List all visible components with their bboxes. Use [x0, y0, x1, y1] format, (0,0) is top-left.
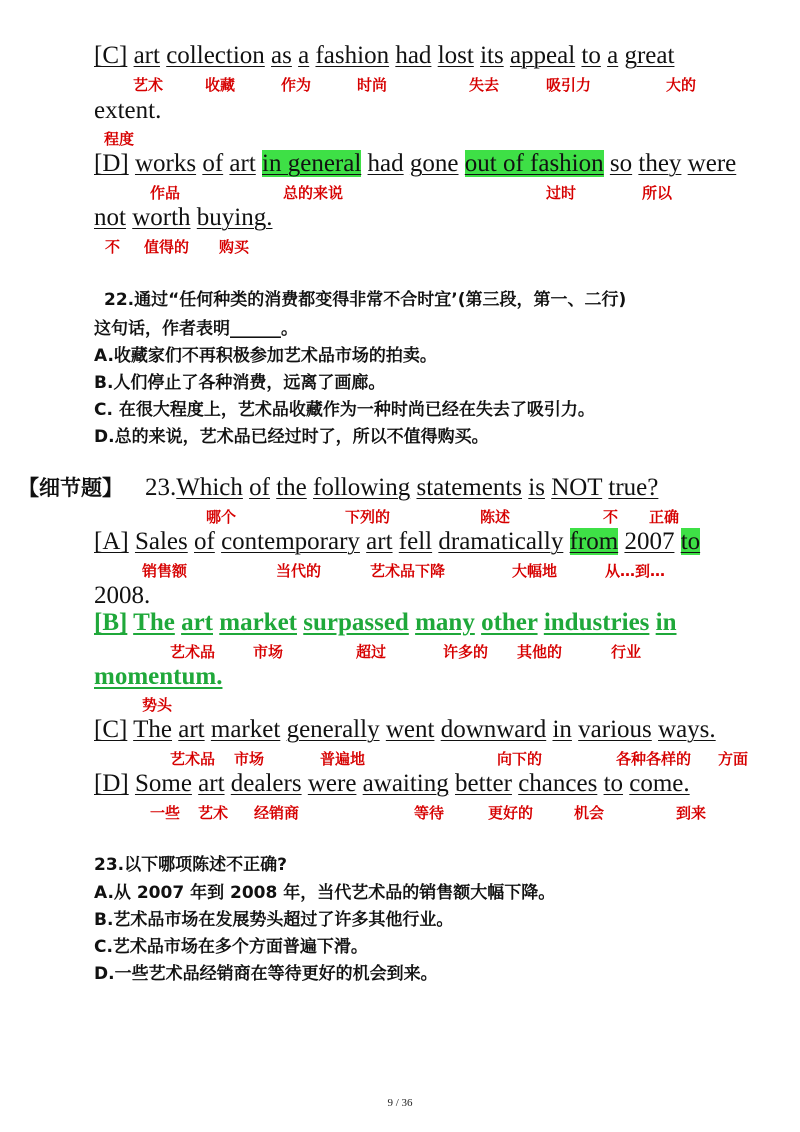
- gloss: 不: [603, 508, 619, 526]
- q23-cn-option-d: D.一些艺术品经销商在等待更好的机会到来。: [94, 964, 438, 984]
- word: downward: [440, 716, 547, 743]
- word: Which: [176, 474, 243, 501]
- gloss: 艺术品: [170, 643, 216, 661]
- word: [D]: [94, 770, 129, 797]
- gloss: 艺术: [198, 804, 229, 822]
- q21-option-d-line1: [94, 149, 736, 179]
- word: art: [181, 609, 213, 636]
- q23-option-b-line1: [94, 608, 677, 638]
- word: in: [655, 609, 677, 636]
- gloss: 哪个: [206, 508, 237, 526]
- word: generally: [286, 716, 380, 743]
- section-label: 【细节题】: [18, 476, 123, 500]
- word: market: [219, 609, 297, 636]
- gloss: 普遍地: [320, 750, 366, 768]
- word: [C]: [94, 42, 128, 69]
- page-number: 9 / 36: [387, 1097, 413, 1109]
- word: various: [578, 716, 652, 743]
- word: collection: [166, 42, 265, 69]
- q23-cn-option-b: B.艺术品市场在发展势头超过了许多其他行业。: [94, 910, 454, 930]
- gloss: 时尚: [357, 76, 388, 94]
- word: its: [480, 42, 504, 69]
- word: so: [609, 150, 633, 177]
- gloss: 陈述: [480, 508, 511, 526]
- q23-cn-option-a: A.从 2007 年到 2008 年，当代艺术品的销售额大幅下降。: [94, 883, 556, 903]
- gloss: 各种各样的: [616, 750, 692, 768]
- word: a: [298, 42, 310, 69]
- gloss: 正确: [649, 508, 680, 526]
- gloss: 市场: [253, 643, 284, 661]
- gloss: 总的来说: [283, 184, 344, 202]
- word: 2007: [624, 528, 675, 555]
- word: of: [202, 150, 224, 177]
- q22-stem-line2: 这句话，作者表明______。: [94, 319, 298, 339]
- word: art: [198, 770, 225, 797]
- gloss: 值得的: [144, 238, 190, 256]
- gloss: 行业: [611, 643, 642, 661]
- word: statements: [416, 474, 523, 501]
- word: the: [276, 474, 307, 501]
- word: chances: [518, 770, 598, 797]
- word: fell: [398, 528, 433, 555]
- word: 2008.: [94, 582, 151, 609]
- word: of: [194, 528, 215, 555]
- gloss: 大的: [666, 76, 697, 94]
- word: The: [133, 716, 173, 743]
- gloss: 到来: [676, 804, 707, 822]
- word: dramatically: [438, 528, 564, 555]
- gloss: 失去: [469, 76, 500, 94]
- word: appeal: [509, 42, 576, 69]
- word: [C]: [94, 716, 128, 743]
- word: The: [133, 609, 175, 636]
- gloss: 所以: [642, 184, 673, 202]
- word: to: [581, 42, 601, 69]
- q21-option-d-line2: [94, 203, 272, 233]
- word: dealers: [230, 770, 302, 797]
- word: not: [94, 204, 126, 231]
- q21-option-c-line1: [94, 41, 674, 71]
- gloss: 一些: [150, 804, 181, 822]
- q23-option-c-line1: [94, 715, 716, 745]
- question-number: 23.: [145, 474, 177, 501]
- gloss: 向下的: [497, 750, 543, 768]
- word: following: [313, 474, 411, 501]
- word: better: [455, 770, 512, 797]
- word: contemporary: [221, 528, 360, 555]
- word: went: [385, 716, 435, 743]
- word: were: [687, 150, 737, 177]
- word: awaiting: [362, 770, 449, 797]
- word: many: [415, 609, 475, 636]
- word: lost: [437, 42, 474, 69]
- word: in: [552, 716, 572, 743]
- q23-option-a-line1: [94, 527, 700, 557]
- word: to: [603, 770, 624, 797]
- gloss: 市场: [234, 750, 265, 768]
- word: they: [638, 150, 682, 177]
- word: other: [481, 609, 538, 636]
- q22-option-c: C. 在很大程度上，艺术品收藏作为一种时尚已经在失去了吸引力。: [94, 400, 595, 420]
- q23-cn-stem: 23.以下哪项陈述不正确?: [94, 855, 287, 875]
- q22-option-a: A.收藏家们不再积极参加艺术品市场的拍卖。: [94, 346, 437, 366]
- gloss: 程度: [104, 130, 135, 148]
- q22-option-d: D.总的来说，艺术品已经过时了，所以不值得购买。: [94, 427, 489, 447]
- word: fashion: [315, 42, 390, 69]
- word: market: [210, 716, 281, 743]
- gloss: 收藏: [205, 76, 236, 94]
- gloss: 等待: [414, 804, 445, 822]
- gloss: 大幅地: [512, 562, 558, 580]
- word: [A]: [94, 528, 129, 555]
- word: come.: [629, 770, 690, 797]
- word: art: [229, 150, 256, 177]
- gloss: 超过: [356, 643, 387, 661]
- word: had: [367, 150, 404, 177]
- gloss: 势头: [142, 696, 173, 714]
- gloss: 从…到…: [605, 562, 666, 580]
- word: gone: [409, 150, 459, 177]
- word: extent.: [94, 97, 162, 124]
- highlighted-word: to: [680, 528, 701, 555]
- word: NOT: [551, 474, 603, 501]
- word: [D]: [94, 150, 129, 177]
- word: true?: [608, 474, 659, 501]
- word: Some: [134, 770, 192, 797]
- word: were: [307, 770, 357, 797]
- word: momentum.: [94, 663, 223, 690]
- word: [B]: [94, 609, 128, 636]
- word: a: [607, 42, 619, 69]
- q23-stem: [145, 473, 658, 503]
- word: ways.: [658, 716, 716, 743]
- word: works: [134, 150, 197, 177]
- word: as: [271, 42, 292, 69]
- gloss: 不: [105, 238, 121, 256]
- gloss: 销售额: [142, 562, 188, 580]
- gloss: 下列的: [345, 508, 391, 526]
- gloss: 其他的: [517, 643, 563, 661]
- highlighted-phrase: out of fashion: [464, 150, 604, 177]
- gloss: 过时: [546, 184, 577, 202]
- q23-option-d-line1: [94, 769, 690, 799]
- gloss: 艺术品: [170, 750, 216, 768]
- word: worth: [132, 204, 191, 231]
- word: industries: [543, 609, 650, 636]
- gloss: 艺术: [133, 76, 164, 94]
- word: of: [249, 474, 270, 501]
- gloss: 方面: [718, 750, 749, 768]
- gloss: 艺术品下降: [370, 562, 446, 580]
- word: art: [178, 716, 205, 743]
- word: surpassed: [303, 609, 409, 636]
- q21-option-c-line2: [94, 96, 161, 126]
- word: buying.: [196, 204, 273, 231]
- q23-option-b-line2: [94, 662, 222, 692]
- gloss: 更好的: [488, 804, 534, 822]
- word: had: [395, 42, 432, 69]
- word: great: [624, 42, 675, 69]
- q23-option-a-line2: [94, 581, 150, 611]
- q23-cn-option-c: C.艺术品市场在多个方面普遍下滑。: [94, 937, 368, 957]
- word: is: [528, 474, 545, 501]
- q22-option-b: B.人们停止了各种消费，远离了画廊。: [94, 373, 386, 393]
- q22-stem: 22.通过“任何种类的消费都变得非常不合时宜’(第三段，第一、二行): [104, 290, 627, 310]
- gloss: 作品: [150, 184, 181, 202]
- word: Sales: [134, 528, 188, 555]
- gloss: 购买: [219, 238, 250, 256]
- gloss: 经销商: [254, 804, 300, 822]
- highlighted-word: from: [569, 528, 619, 555]
- gloss: 吸引力: [546, 76, 592, 94]
- gloss: 机会: [574, 804, 605, 822]
- gloss: 当代的: [276, 562, 322, 580]
- highlighted-phrase: in general: [262, 150, 362, 177]
- word: art: [366, 528, 393, 555]
- gloss: 许多的: [443, 643, 489, 661]
- gloss: 作为: [281, 76, 312, 94]
- word: art: [133, 42, 160, 69]
